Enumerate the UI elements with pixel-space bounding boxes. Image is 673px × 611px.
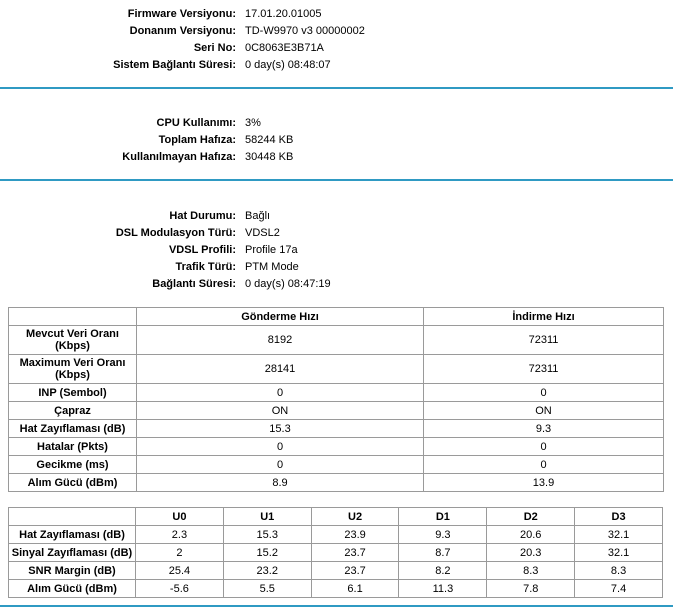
table-cell: 8.2 [399,562,487,580]
serial-row [0,40,673,57]
row-label: Alım Gücü (dBm) [9,580,136,598]
table-cell: 8.9 [137,474,424,492]
table-header-cell: D2 [487,508,575,526]
table-cell: 8.7 [399,544,487,562]
row-label: Maximum Veri Oranı (Kbps) [9,355,137,384]
profile-label: VDSL Profili: [168,244,236,256]
row-label: Sinyal Zayıflaması (dB) [9,544,136,562]
row-label: Çapraz [9,402,137,420]
line-status-row [0,208,673,225]
table-header-cell [9,508,136,526]
table-cell: 0 [424,438,664,456]
table-row [9,355,664,384]
uptime-label: Sistem Bağlantı Süresi: [113,59,236,71]
profile-row [0,242,673,259]
memory-total-label: Toplam Hafıza: [158,134,236,146]
table-row [9,438,664,456]
table-header-cell: U1 [223,508,311,526]
table-cell: 15.2 [223,544,311,562]
hardware-label: Donanım Versiyonu: [129,25,236,37]
table-header-cell [9,308,137,326]
table-cell: 0 [137,384,424,402]
table-cell: ON [137,402,424,420]
table-header-row [9,508,663,526]
row-label: Alım Gücü (dBm) [9,474,137,492]
uptime-value: 0 day(s) 08:48:07 [245,59,331,71]
row-label: Hat Zayıflaması (dB) [9,420,137,438]
row-label: Gecikme (ms) [9,456,137,474]
band-stats-table [8,507,663,598]
modulation-row [0,225,673,242]
memory-free-row [0,149,673,166]
table-header-cell: D1 [399,508,487,526]
traffic-type-value: PTM Mode [245,261,299,273]
memory-total-row [0,132,673,149]
table-header-cell: İndirme Hızı [424,308,664,326]
row-label: Hat Zayıflaması (dB) [9,526,136,544]
serial-label: Seri No: [193,42,236,54]
table-header-row [9,308,664,326]
table-cell: 23.2 [223,562,311,580]
table-cell: 0 [424,384,664,402]
device-info-section [0,6,673,74]
table-cell: 13.9 [424,474,664,492]
table-cell: 11.3 [399,580,487,598]
table-row [9,562,663,580]
firmware-row [0,6,673,23]
serial-value: 0C8063E3B71A [245,42,324,54]
section-divider [0,179,673,181]
table-cell: 25.4 [136,562,224,580]
table-cell: 6.1 [311,580,399,598]
table-cell: 0 [137,456,424,474]
connection-time-label: Bağlantı Süresi: [152,278,236,290]
table-cell: 72311 [424,326,664,355]
table-row [9,580,663,598]
table-cell: 8192 [137,326,424,355]
table-cell: -5.6 [136,580,224,598]
table-row [9,384,664,402]
hardware-value: TD-W9970 v3 00000002 [245,25,365,37]
table-row [9,402,664,420]
table-cell: 2.3 [136,526,224,544]
row-label: Hatalar (Pkts) [9,438,137,456]
firmware-value: 17.01.20.01005 [245,8,322,20]
dsl-rate-table [8,307,664,492]
table-cell: 32.1 [575,526,663,544]
dsl-info-section [0,208,673,293]
table-row [9,326,664,355]
memory-free-label: Kullanılmayan Hafıza: [122,151,236,163]
cpu-value: 3% [245,117,261,129]
table-cell: 9.3 [424,420,664,438]
modulation-value: VDSL2 [245,227,280,239]
table-cell: 20.3 [487,544,575,562]
connection-time-value: 0 day(s) 08:47:19 [245,278,331,290]
table-cell: ON [424,402,664,420]
table-row [9,474,664,492]
table-cell: 7.4 [575,580,663,598]
system-info-section [0,115,673,166]
table-cell: 72311 [424,355,664,384]
modulation-label: DSL Modulasyon Türü: [115,227,236,239]
memory-total-value: 58244 KB [245,134,294,146]
table-cell: 23.7 [311,562,399,580]
table-header-cell: U2 [311,508,399,526]
row-label: Mevcut Veri Oranı (Kbps) [9,326,137,355]
table-row [9,544,663,562]
hardware-row [0,23,673,40]
section-divider [0,605,673,607]
uptime-row [0,57,673,74]
table-cell: 8.3 [487,562,575,580]
line-status-label: Hat Durumu: [169,210,236,222]
row-label: INP (Sembol) [9,384,137,402]
table-cell: 8.3 [575,562,663,580]
memory-free-value: 30448 KB [245,151,294,163]
traffic-type-row [0,259,673,276]
table-cell: 2 [136,544,224,562]
table-header-cell: U0 [136,508,224,526]
table-header-cell: D3 [575,508,663,526]
table-cell: 0 [137,438,424,456]
table-cell: 7.8 [487,580,575,598]
line-status-value: Bağlı [245,210,271,222]
table-cell: 5.5 [223,580,311,598]
section-divider [0,87,673,89]
table-cell: 23.7 [311,544,399,562]
profile-value: Profile 17a [245,244,298,256]
table-cell: 0 [424,456,664,474]
firmware-label: Firmware Versiyonu: [127,8,236,20]
table-cell: 15.3 [223,526,311,544]
table-cell: 23.9 [311,526,399,544]
table-cell: 15.3 [137,420,424,438]
table-header-cell: Gönderme Hızı [137,308,424,326]
row-label: SNR Margin (dB) [9,562,136,580]
cpu-label: CPU Kullanımı: [156,117,236,129]
table-row [9,526,663,544]
traffic-type-label: Trafik Türü: [175,261,236,273]
connection-time-row [0,276,673,293]
table-row [9,420,664,438]
table-row [9,456,664,474]
table-cell: 20.6 [487,526,575,544]
cpu-row [0,115,673,132]
table-cell: 9.3 [399,526,487,544]
table-cell: 32.1 [575,544,663,562]
table-cell: 28141 [137,355,424,384]
